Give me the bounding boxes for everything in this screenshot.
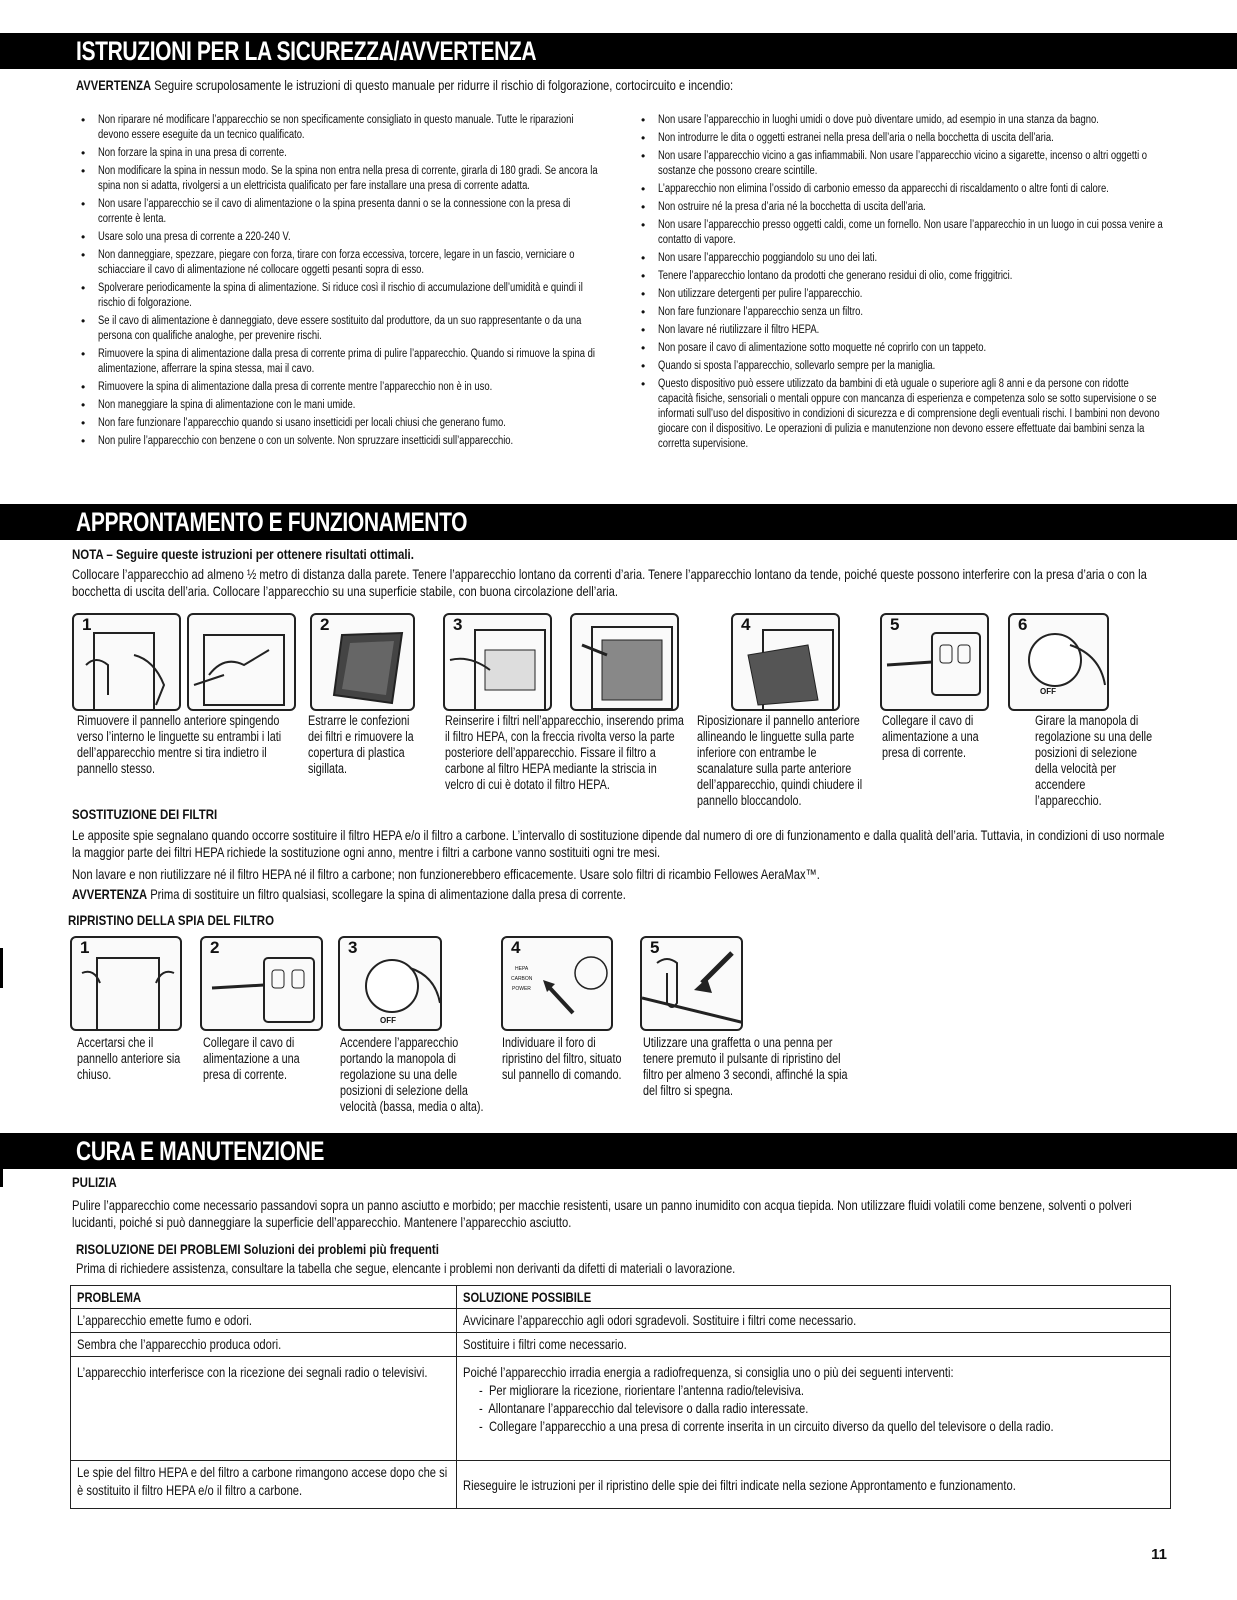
- reset-caption-3: Accendere l’apparecchio portando la manopola di regolazione su una delle posizioni di selezione della velocità (bassa, media o alta).: [340, 1035, 484, 1114]
- reset-caption-5: Utilizzare una graffetta o una penna per tenere premuto il pulsante di ripristino del filtro per almeno 3 secondi, affinché la spia del filtro si spegna.: [643, 1035, 848, 1098]
- safety-bullet-item: • Non ostruire né la presa d’aria né la bocchetta di uscita dell’aria.: [636, 200, 1166, 215]
- table-cell-solution: Rieseguire le istruzioni per il ripristino delle spie dei filtri indicate nella sezione Approntamento e funzionamento.: [456, 1461, 1170, 1509]
- panel-label-power: POWER: [512, 986, 531, 992]
- safety-bullet-item: • Rimuovere la spina di alimentazione dalla presa di corrente prima di pulire l’apparecchio. Quando si rimuove la spina di alimentazione, afferrare la spina stessa, mai il cavo.: [76, 347, 606, 377]
- setup-intro: Collocare l’apparecchio ad almeno ½ metro di distanza dalla parete. Tenere l’apparecchio lontano da correnti d’aria. Tenere l’apparecchio lontano da tende, poiché queste possono interferire con la presa d’aria o con la bocchetta di uscita dell’aria. Collocare l’apparecchio su una superficie stabile, con buona circolazione dell’aria.: [72, 566, 1147, 599]
- table-cell-solution: [456, 1357, 1170, 1461]
- table-cell-problem: L’apparecchio emette fumo e odori.: [71, 1309, 457, 1333]
- safety-bullet-item: • Non introdurre le dita o oggetti estranei nella presa dell’aria o nella bocchetta di uscita dell’aria.: [636, 131, 1166, 146]
- table-row: [71, 1357, 1171, 1461]
- knob-off-label: OFF: [1040, 687, 1056, 696]
- setup-step-1b-illustration: [187, 613, 296, 711]
- section-banner-safety: [0, 33, 1237, 69]
- reset-step-3-illustration: 3 OFF: [338, 936, 442, 1031]
- filters-warning-text: Prima di sostituire un filtro qualsiasi, scollegare la spina di alimentazione dalla presa di corrente.: [150, 886, 626, 902]
- power-outlet-icon: [202, 938, 323, 1031]
- solution-subitem: - Allontanare l’apparecchio dal televisore o dalla radio interessate.: [478, 1400, 809, 1416]
- troubleshooting-intro: Prima di richiedere assistenza, consultare la tabella che segue, elencante i problemi non derivanti da difetti di materiali o lavorazione.: [76, 1260, 736, 1276]
- table-header-solution: SOLUZIONE POSSIBILE: [456, 1286, 1170, 1309]
- safety-bullet-item: • Rimuovere la spina di alimentazione dalla presa di corrente mentre l’apparecchio non è in uso.: [76, 380, 606, 395]
- safety-bullet-item: • Non usare l’apparecchio se il cavo di alimentazione o la spina presenta danni o se la connessione con la presa di corrente è lenta.: [76, 197, 606, 227]
- safety-bullet-item: • Non usare l’apparecchio vicino a gas infiammabili. Non usare l’apparecchio vicino a sigarette, incenso o altri oggetti o sostanze che possono creare scintille.: [636, 149, 1166, 179]
- setup-step-5-illustration: 5: [880, 613, 989, 711]
- table-cell-solution: Sostituire i filtri come necessario.: [456, 1333, 1170, 1357]
- reset-step-5-illustration: 5: [640, 936, 743, 1031]
- table-cell-problem: Sembra che l’apparecchio produca odori.: [71, 1333, 457, 1357]
- safety-bullet-item: • Non usare l’apparecchio in luoghi umidi o dove può diventare umido, ad esempio in una stanza da bagno.: [636, 113, 1166, 128]
- filters-heading: SOSTITUZIONE DEI FILTRI: [72, 806, 218, 822]
- safety-bullet-item: • Non fare funzionare l’apparecchio senza un filtro.: [636, 305, 1166, 320]
- setup-step-6-illustration: 6 OFF: [1008, 613, 1109, 711]
- safety-bullet-item: • Non pulire l’apparecchio con benzene o con un solvente. Non spruzzare insetticidi sull’apparecchio.: [76, 434, 606, 449]
- margin-mark: [0, 948, 3, 988]
- safety-bullet-item: • Quando si sposta l’apparecchio, sollevarlo sempre per la maniglia.: [636, 359, 1166, 374]
- filters-paragraph-1: Le apposite spie segnalano quando occorre sostituire il filtro HEPA e/o il filtro a carbone. L’intervallo di sostituzione dipende dal numero di ore di funzionamento e dalla qualità dell’aria. Tuttavia, in condizioni di uso normale la maggior parte dei filtri HEPA richiede la sostituzione ogni anno, mentre i filtri a carbone vanno sostituiti ogni tre mesi.: [72, 827, 1165, 860]
- safety-list-right: [636, 113, 1166, 455]
- troubleshooting-title: RISOLUZIONE DEI PROBLEMI: [76, 1241, 241, 1257]
- reset-step-2-illustration: 2: [200, 936, 323, 1031]
- troubleshooting-table: [70, 1285, 1171, 1509]
- panel-pull-icon: [189, 615, 296, 711]
- filters-warning: [72, 886, 1172, 903]
- setup-caption-1: Rimuovere il pannello anteriore spingendo verso l’interno le linguette su entrambi i lati dell’apparecchio mentre si tira indietro il pannello stesso.: [77, 713, 282, 776]
- filters-warning-label: AVVERTENZA: [72, 886, 148, 902]
- safety-bullet-item: • Non maneggiare la spina di alimentazione con le mani umide.: [76, 398, 606, 413]
- safety-bullet-item: • Non posare il cavo di alimentazione sotto moquette né coprirlo con un tappeto.: [636, 341, 1166, 356]
- page-number: 11: [1151, 1546, 1167, 1563]
- velcro-attach-icon: [572, 615, 679, 711]
- solution-subitem: - Collegare l’apparecchio a una presa di corrente inserita in un circuito diverso da quello del televisore o della radio.: [478, 1418, 1054, 1434]
- reset-caption-2: Collegare il cavo di alimentazione a una presa di corrente.: [203, 1035, 300, 1082]
- safety-bullet-item: • Non forzare la spina in una presa di corrente.: [76, 146, 606, 161]
- panel-label-carbon: CARBON: [511, 976, 533, 982]
- safety-bullet-item: • L’apparecchio non elimina l’ossido di carbonio emesso da apparecchi di riscaldamento o altre fonti di calore.: [636, 182, 1166, 197]
- margin-mark: [0, 1165, 3, 1187]
- solution-intro: Poiché l’apparecchio irradia energia a radiofrequenza, si consiglia uno o più dei seguenti interventi:: [462, 1364, 954, 1380]
- solution-subitem: - Per migliorare la ricezione, riorientare l’antenna radio/televisiva.: [478, 1382, 804, 1398]
- section-banner-care: [0, 1133, 1237, 1169]
- section-title-care: CURA E MANUTENZIONE: [76, 1136, 325, 1166]
- setup-step-1a-illustration: 1: [72, 613, 181, 711]
- setup-step-3b-illustration: [570, 613, 679, 711]
- safety-bullet-item: • Non riparare né modificare l’apparecchio se non specificamente consigliato in questo manuale. Tutte le riparazioni devono essere eseguite da un tecnico qualificato.: [76, 113, 606, 143]
- reset-caption-4: Individuare il foro di ripristino del filtro, situato sul pannello di comando.: [502, 1035, 622, 1082]
- safety-bullet-item: • Non usare l’apparecchio poggiandolo su uno dei lati.: [636, 251, 1166, 266]
- section-title-safety: ISTRUZIONI PER LA SICUREZZA/AVVERTENZA: [76, 36, 537, 66]
- setup-caption-2: Estrarre le confezioni dei filtri e rimuovere la copertura di plastica sigillata.: [308, 713, 414, 776]
- troubleshooting-heading: [76, 1241, 519, 1257]
- filters-paragraph-2: Non lavare e non riutilizzare né il filtro HEPA né il filtro a carbone; non funzionerebbero efficacemente. Usare solo filtri di ricambio Fellowes AeraMax™.: [72, 866, 820, 882]
- safety-warning-label: AVVERTENZA: [76, 77, 152, 93]
- safety-bullet-item: • Non lavare né riutilizzare il filtro HEPA.: [636, 323, 1166, 338]
- safety-bullet-item: • Spolverare periodicamente la spina di alimentazione. Si riduce così il rischio di accumulazione dell’umidità e quindi il rischio di folgorazione.: [76, 281, 606, 311]
- safety-list-left: [76, 113, 606, 452]
- safety-bullet-item: • Non usare l’apparecchio presso oggetti caldi, come un fornello. Non usare l’apparecchio in un luogo in cui possa venire a contatto di vapore.: [636, 218, 1166, 248]
- reset-heading: RIPRISTINO DELLA SPIA DEL FILTRO: [68, 912, 275, 928]
- section-title-setup: APPRONTAMENTO E FUNZIONAMENTO: [76, 507, 468, 537]
- setup-step-2-illustration: 2: [310, 613, 415, 711]
- safety-warning-line: [76, 77, 1196, 94]
- safety-bullet-item: • Non modificare la spina in nessun modo. Se la spina non entra nella presa di corrente, girarla di 180 gradi. Se ancora la spina non si adatta, rivolgersi a un elettricista qualificato per fare installare una presa di corrente adatta.: [76, 164, 606, 194]
- setup-step-3a-illustration: 3: [443, 613, 552, 711]
- reset-step-1-illustration: 1: [70, 936, 182, 1031]
- table-cell-problem: L’apparecchio interferisce con la ricezione dei segnali radio o televisivi.: [71, 1357, 457, 1461]
- safety-warning-text: Seguire scrupolosamente le istruzioni di questo manuale per ridurre il rischio di folgorazione, cortocircuito e incendio:: [154, 77, 734, 93]
- safety-bullet-item: • Tenere l’apparecchio lontano da prodotti che generano residui di olio, come friggitrici.: [636, 269, 1166, 284]
- setup-caption-6: Girare la manopola di regolazione su una delle posizioni di selezione della velocità per accendere l’apparecchio.: [1035, 713, 1153, 808]
- table-cell-problem: Le spie del filtro HEPA e del filtro a carbone rimangono accese dopo che si è sostituito il filtro HEPA e/o il filtro a carbone.: [71, 1461, 457, 1509]
- panel-label-hepa: HEPA: [515, 966, 529, 972]
- table-row: [71, 1461, 1171, 1509]
- cleaning-text: Pulire l’apparecchio come necessario passandovi sopra un panno asciutto e morbido; per macchie resistenti, usare un panno inumidito con acqua tiepida. Non utilizzare fluidi volatili come benzene, solventi o polveri lucidanti, poiché si può danneggiare la superficie dell’apparecchio. Mantenere l’apparecchio asciutto.: [72, 1197, 1132, 1230]
- table-header-problem: PROBLEMA: [71, 1286, 457, 1309]
- setup-caption-3: Reinserire i filtri nell’apparecchio, inserendo prima il filtro HEPA, con la freccia rivolta verso la parte posteriore dell’apparecchio. Fissare il filtro a carbone al filtro HEPA mediante la striscia in velcro di cui è dotato il filtro HEPA.: [445, 713, 684, 792]
- reset-caption-1: Accertarsi che il pannello anteriore sia chiuso.: [77, 1035, 181, 1082]
- table-row: [71, 1309, 1171, 1333]
- safety-bullet-item: • Questo dispositivo può essere utilizzato da bambini di età uguale o superiore agli 8 anni e da persone con ridotte capacità fisiche, sensoriali o mentali oppure con mancanza di esperienza e competenza solo se sotto supervisione o se informati sull’uso del dispositivo in condizioni di sicurezza e di comprensione degli eventuali rischi. I bambini non devono giocare con il dispositivo. Le operazioni di pulizia e manutenzione non devono essere effettuate dai bambini senza la corretta supervisione.: [636, 377, 1166, 452]
- setup-step-4-illustration: 4: [731, 613, 840, 711]
- safety-bullet-item: • Non fare funzionare l’apparecchio quando si usano insetticidi per locali chiusi che generano fumo.: [76, 416, 606, 431]
- table-cell-solution: Avvicinare l’apparecchio agli odori sgradevoli. Sostituire i filtri come necessario.: [456, 1309, 1170, 1333]
- setup-caption-5: Collegare il cavo di alimentazione a una presa di corrente.: [882, 713, 979, 760]
- safety-bullet-item: • Se il cavo di alimentazione è danneggiato, deve essere sostituito dal produttore, da un suo rappresentante o da una persona con qualifiche analoghe, per prevenire rischi.: [76, 314, 606, 344]
- reset-step-4-illustration: 4 HEPA CARBON POWER: [501, 936, 613, 1031]
- setup-caption-4: Riposizionare il pannello anteriore allineando le linguette sulla parte inferiore con entrambe le scanalature sulla parte anteriore dell’apparecchio, quindi chiudere il pannello bloccandolo.: [697, 713, 863, 808]
- safety-bullet-item: • Non danneggiare, spezzare, piegare con forza, tirare con forza eccessiva, torcere, legare in un fascio, verniciare o schiacciare il cavo di alimentazione né collocare oggetti pesanti sopra di esso.: [76, 248, 606, 278]
- setup-note: NOTA – Seguire queste istruzioni per ottenere risultati ottimali.: [72, 546, 414, 562]
- safety-bullet-item: • Usare solo una presa di corrente a 220-240 V.: [76, 230, 606, 245]
- troubleshooting-subtitle: Soluzioni dei problemi più frequenti: [243, 1241, 439, 1257]
- safety-bullet-item: • Non utilizzare detergenti per pulire l’apparecchio.: [636, 287, 1166, 302]
- knob-off-label: OFF: [380, 1016, 396, 1025]
- table-row: [71, 1333, 1171, 1357]
- table-header-row: [71, 1286, 1171, 1309]
- section-banner-setup: [0, 504, 1237, 540]
- cleaning-heading: PULIZIA: [72, 1174, 117, 1190]
